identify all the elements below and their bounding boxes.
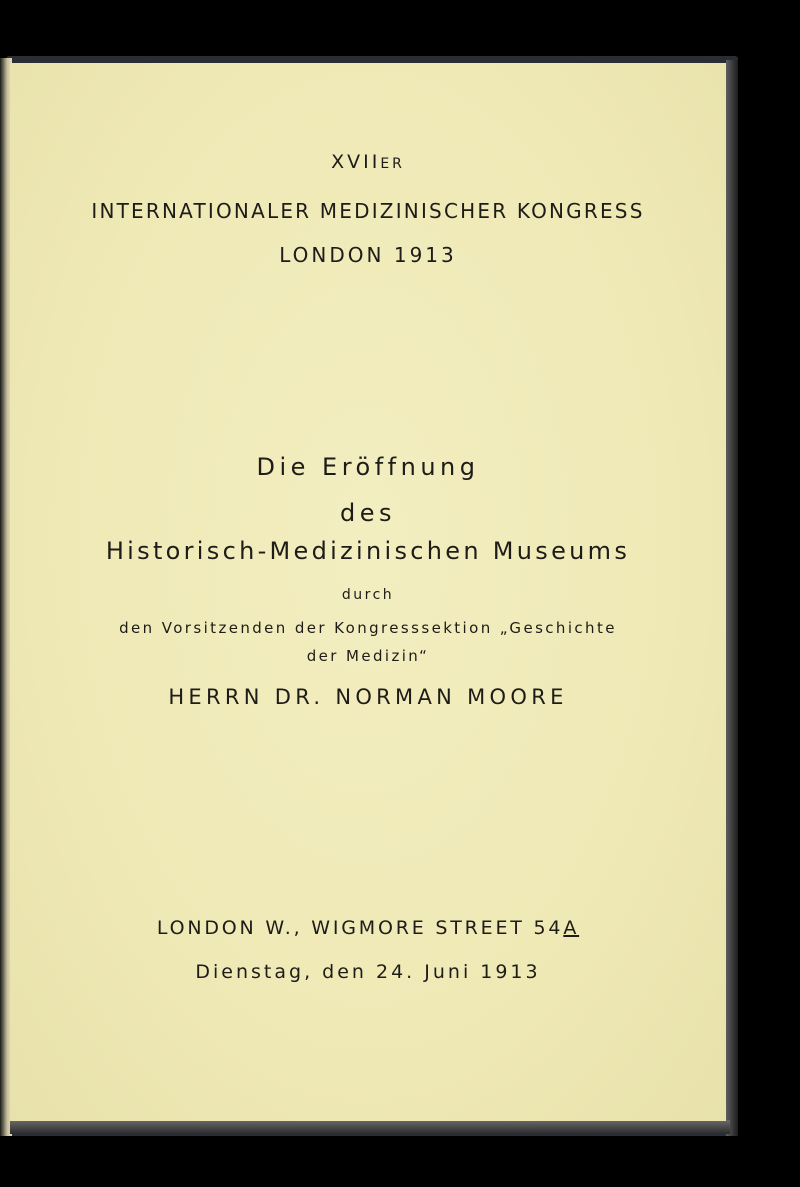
book-bottom-edge [10,1120,730,1134]
by-label: durch [341,587,395,603]
title-page [10,63,726,1121]
event-article: des [339,499,396,527]
congress-number: XVIIER [331,151,405,173]
address-suffix: A [563,917,580,939]
speaker-name: HERRN DR. NORMAN MOORE [168,685,568,709]
chair-description: den Vorsitzenden der Kongresssektion „Geschichte [119,619,617,637]
section-name-end: der Medizin“ [306,647,430,665]
museum-name: Historisch-Medizinischen Museums [105,537,631,565]
congress-city-year: LONDON 1913 [279,243,457,267]
congress-title: INTERNATIONALER MEDIZINISCHER KONGRESS [91,199,645,223]
event-date: Dienstag, den 24. Juni 1913 [195,961,541,983]
congress-number-suffix: ER [380,156,405,172]
event-title: Die Eröffnung [256,453,480,481]
publisher-address: LONDON W., WIGMORE STREET 54A [156,917,580,939]
book-right-edge [726,60,738,1136]
